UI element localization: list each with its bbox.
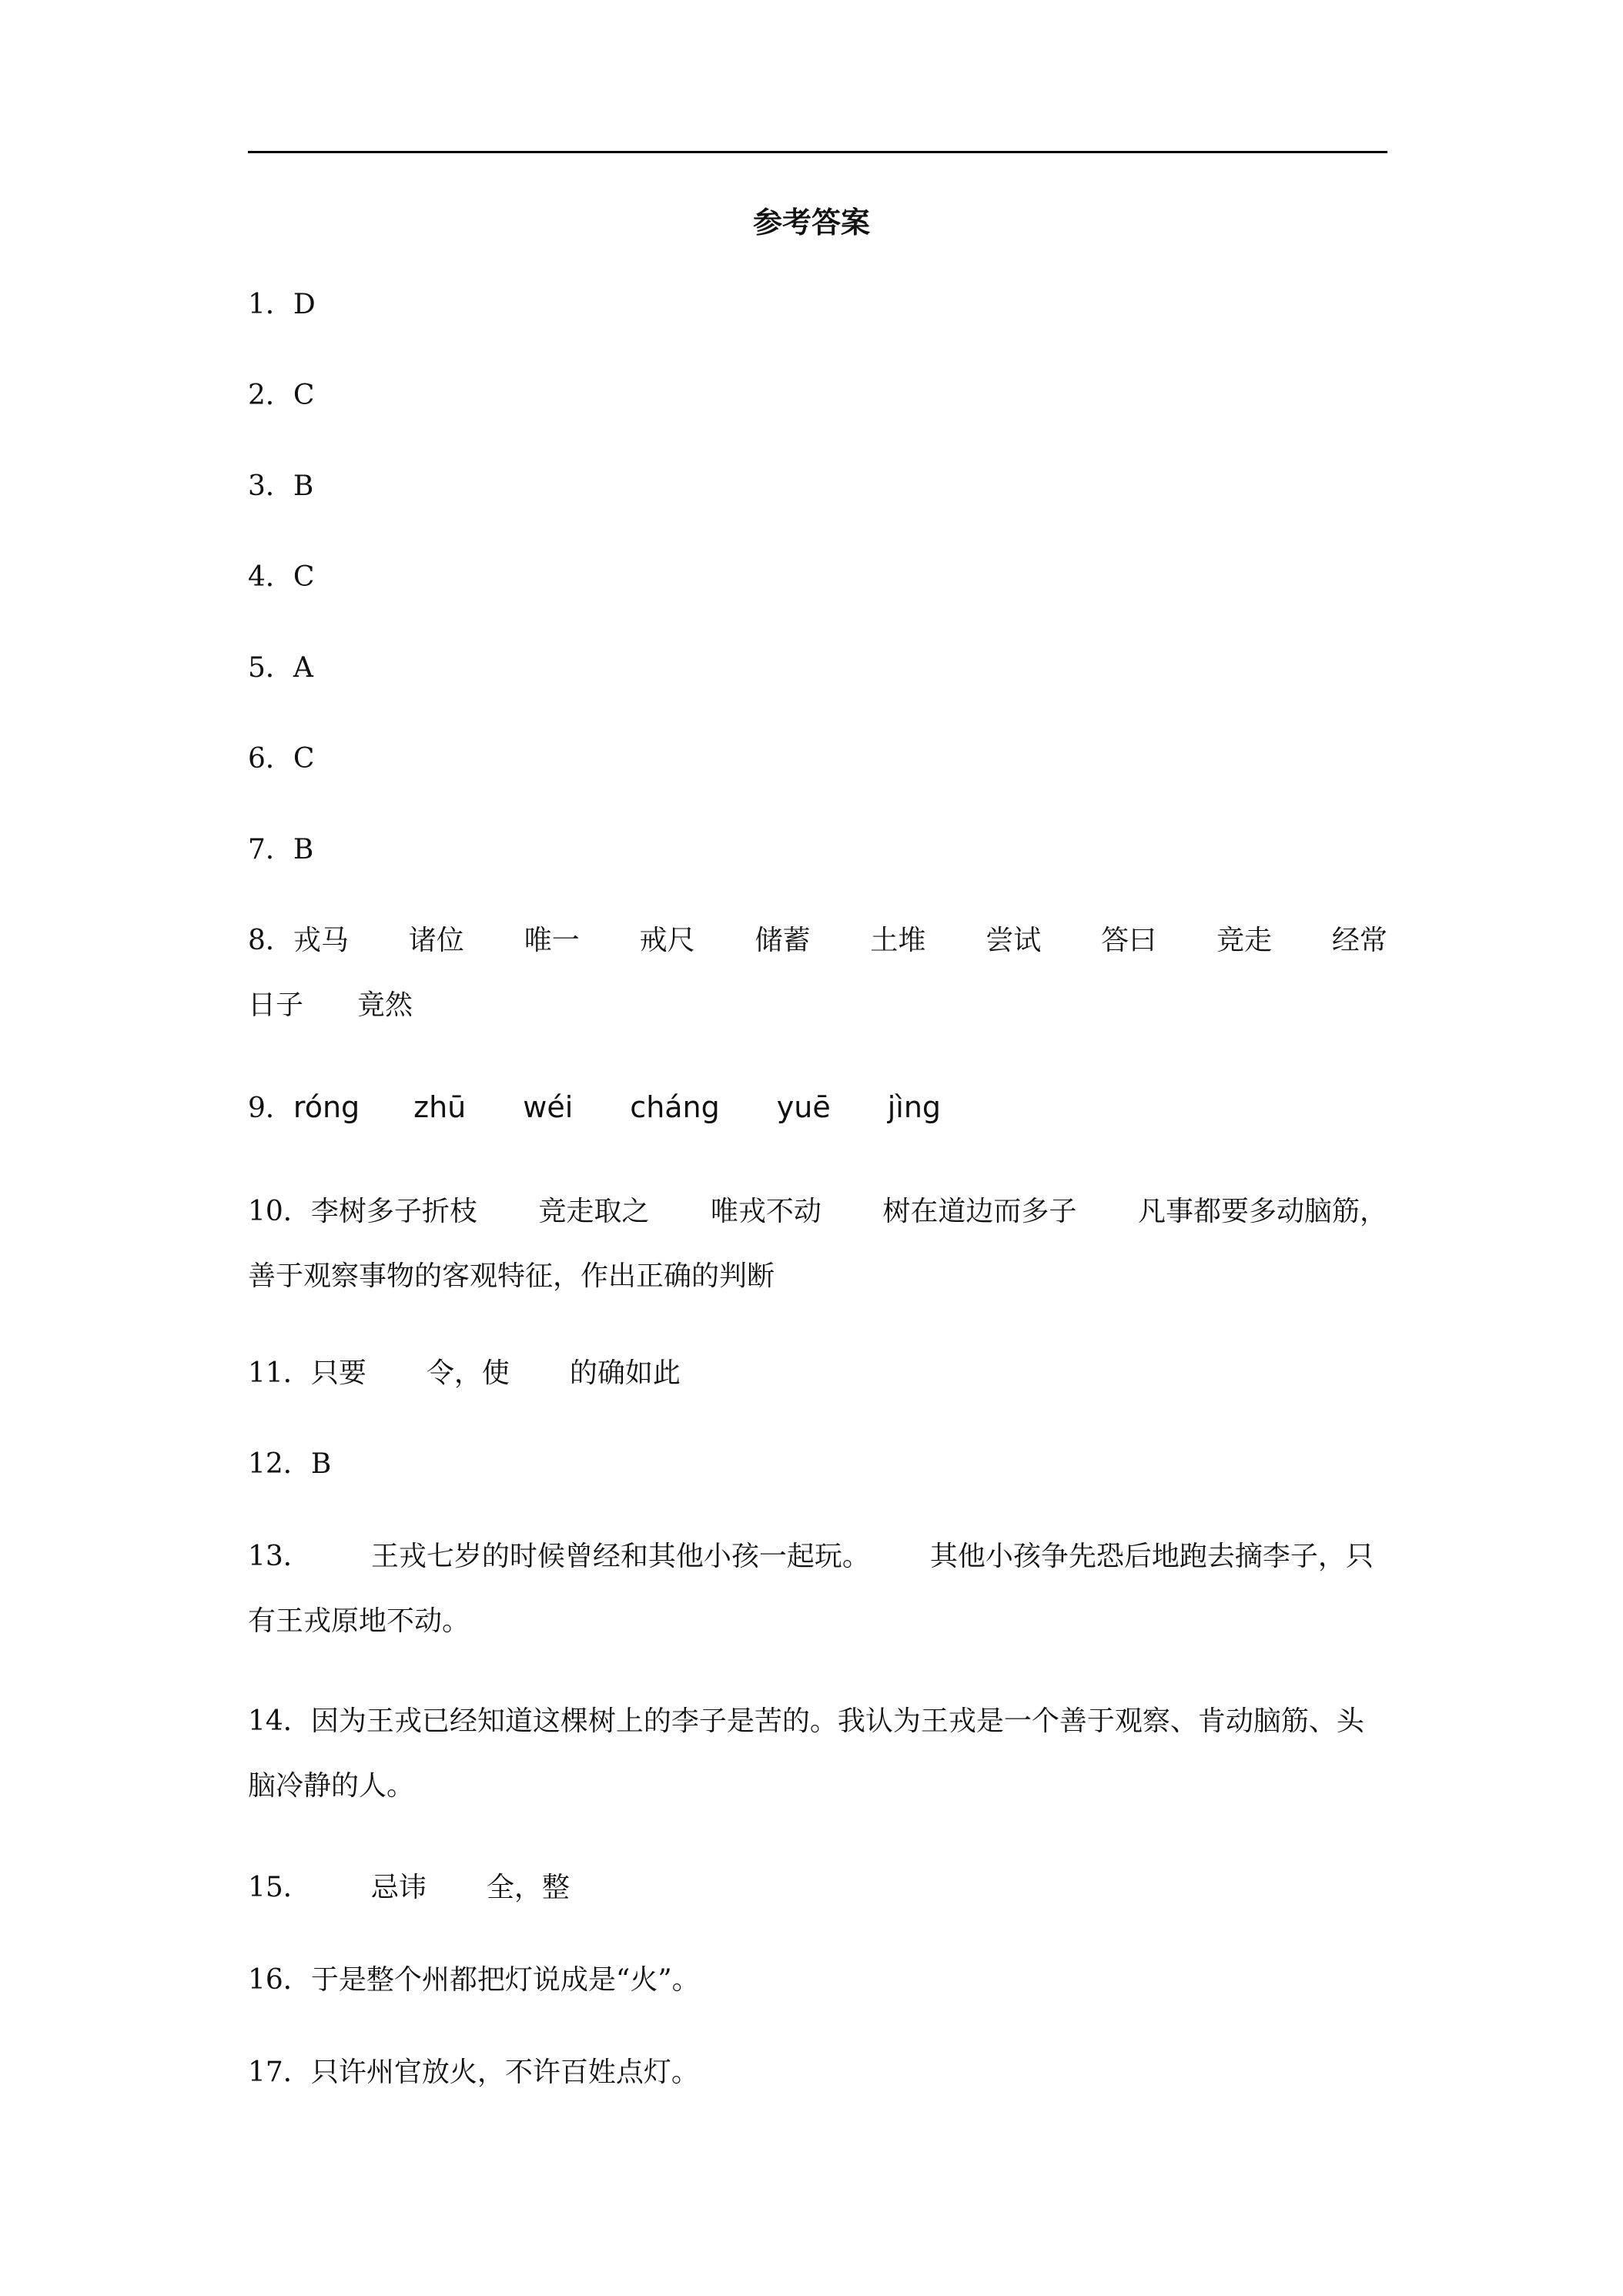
- answer-text: C: [293, 380, 315, 411]
- answer-text: D: [293, 289, 316, 320]
- answer-text: C: [293, 561, 315, 593]
- word: 尝试: [986, 925, 1042, 956]
- word: 唯一: [524, 925, 580, 956]
- answer-number: 4．: [248, 561, 293, 593]
- pinyin: róng: [293, 1090, 360, 1124]
- answer-number: 7．: [248, 834, 293, 865]
- word: 储蓄: [755, 925, 811, 956]
- answer-number: 11．: [248, 1357, 311, 1389]
- word: 竟然: [357, 989, 413, 1021]
- answer-text: C: [293, 743, 315, 775]
- answer-5: [248, 636, 1387, 701]
- word: 日子: [248, 989, 304, 1021]
- word: 诸位: [408, 925, 464, 956]
- word: 经常: [1331, 925, 1387, 956]
- answer-part: 李树多子折枝: [310, 1196, 477, 1227]
- word: 戎马: [293, 925, 349, 956]
- answer-text: B: [293, 470, 314, 502]
- answer-part: 全，整: [486, 1872, 570, 1903]
- answer-6: [248, 727, 1387, 792]
- answer-part: 王戎七岁的时候曾经和其他小孩一起玩。: [370, 1541, 870, 1572]
- answer-part: 竞走取之: [538, 1196, 650, 1227]
- answer-number: 2．: [248, 380, 293, 411]
- answer-text: 有王戎原地不动。: [248, 1605, 470, 1637]
- answer-number: 9．: [248, 1093, 293, 1124]
- word: 土堆: [870, 925, 926, 956]
- answer-number: 17．: [248, 2057, 311, 2088]
- answer-8-line-1: [248, 909, 1387, 973]
- pinyin: wéi: [523, 1090, 574, 1124]
- answer-8: [248, 909, 1387, 973]
- answer-number: 8．: [248, 925, 293, 956]
- answer-14: [248, 1689, 1387, 1754]
- answer-part: 唯戎不动: [710, 1196, 822, 1227]
- answer-15: [248, 1856, 1387, 1920]
- answer-part: 令，使: [426, 1357, 510, 1389]
- answer-10-line-1: [248, 1180, 1387, 1244]
- answer-8-line-2: [248, 973, 1387, 1038]
- answer-text: B: [293, 834, 314, 865]
- answer-part: 只要: [310, 1357, 366, 1389]
- answer-11: [248, 1341, 1387, 1406]
- answer-part: 的确如此: [569, 1357, 681, 1389]
- answer-7: [248, 818, 1387, 882]
- answer-number: 14．: [248, 1705, 311, 1737]
- answer-text: 只许州官放火，不许百姓点灯。: [310, 2057, 699, 2088]
- answer-number: 15．: [248, 1872, 311, 1903]
- answer-4: [248, 545, 1387, 610]
- answer-number: 1．: [248, 289, 293, 320]
- answer-number: 13．: [248, 1541, 311, 1572]
- answer-text: 因为王戎已经知道这棵树上的李子是苦的。我认为王戎是一个善于观察、肯动脑筋、头: [310, 1705, 1364, 1737]
- answer-1: [248, 273, 1387, 337]
- answer-2: [248, 363, 1387, 428]
- answer-number: 12．: [248, 1448, 311, 1480]
- answer-part: 其他小孩争先恐后地跑去摘李子，只: [929, 1541, 1374, 1572]
- word: 戒尺: [639, 925, 695, 956]
- pinyin: zhū: [413, 1090, 467, 1124]
- page-title: 参考答案: [752, 205, 870, 239]
- word: 答曰: [1101, 925, 1157, 956]
- answer-part: 树在道边而多子: [882, 1196, 1077, 1227]
- answer-number: 16．: [248, 1964, 311, 1996]
- answer-text: 脑冷静的人。: [248, 1770, 415, 1802]
- answer-9: [248, 1075, 1387, 1141]
- answer-10-line-2: [248, 1244, 1387, 1309]
- answer-3: [248, 454, 1387, 519]
- answer-part: 忌讳: [370, 1872, 427, 1903]
- answer-text: 善于观察事物的客观特征，作出正确的判断: [248, 1260, 775, 1292]
- answer-10: [248, 1180, 1387, 1244]
- answer-17: [248, 2040, 1387, 2105]
- answer-number: 6．: [248, 743, 293, 775]
- answer-text: 于是整个州都把灯说成是“火”。: [310, 1964, 700, 1996]
- answer-number: 5．: [248, 652, 293, 684]
- answer-16: [248, 1948, 1387, 2013]
- answer-text: A: [293, 652, 313, 684]
- header-rule: [248, 151, 1387, 153]
- answer-text: B: [310, 1448, 332, 1480]
- answer-14-line-2: [248, 1754, 1387, 1819]
- pinyin: jìng: [887, 1090, 942, 1124]
- answer-12: [248, 1432, 1387, 1497]
- pinyin: yuē: [776, 1090, 831, 1124]
- answer-part: 凡事都要多动脑筋，: [1137, 1196, 1387, 1227]
- word: 竞走: [1216, 925, 1273, 956]
- pinyin: cháng: [630, 1090, 720, 1124]
- answer-13-line-2: [248, 1589, 1387, 1654]
- answer-13: [248, 1525, 1387, 1589]
- answer-number: 3．: [248, 470, 293, 502]
- answer-number: 10．: [248, 1196, 311, 1227]
